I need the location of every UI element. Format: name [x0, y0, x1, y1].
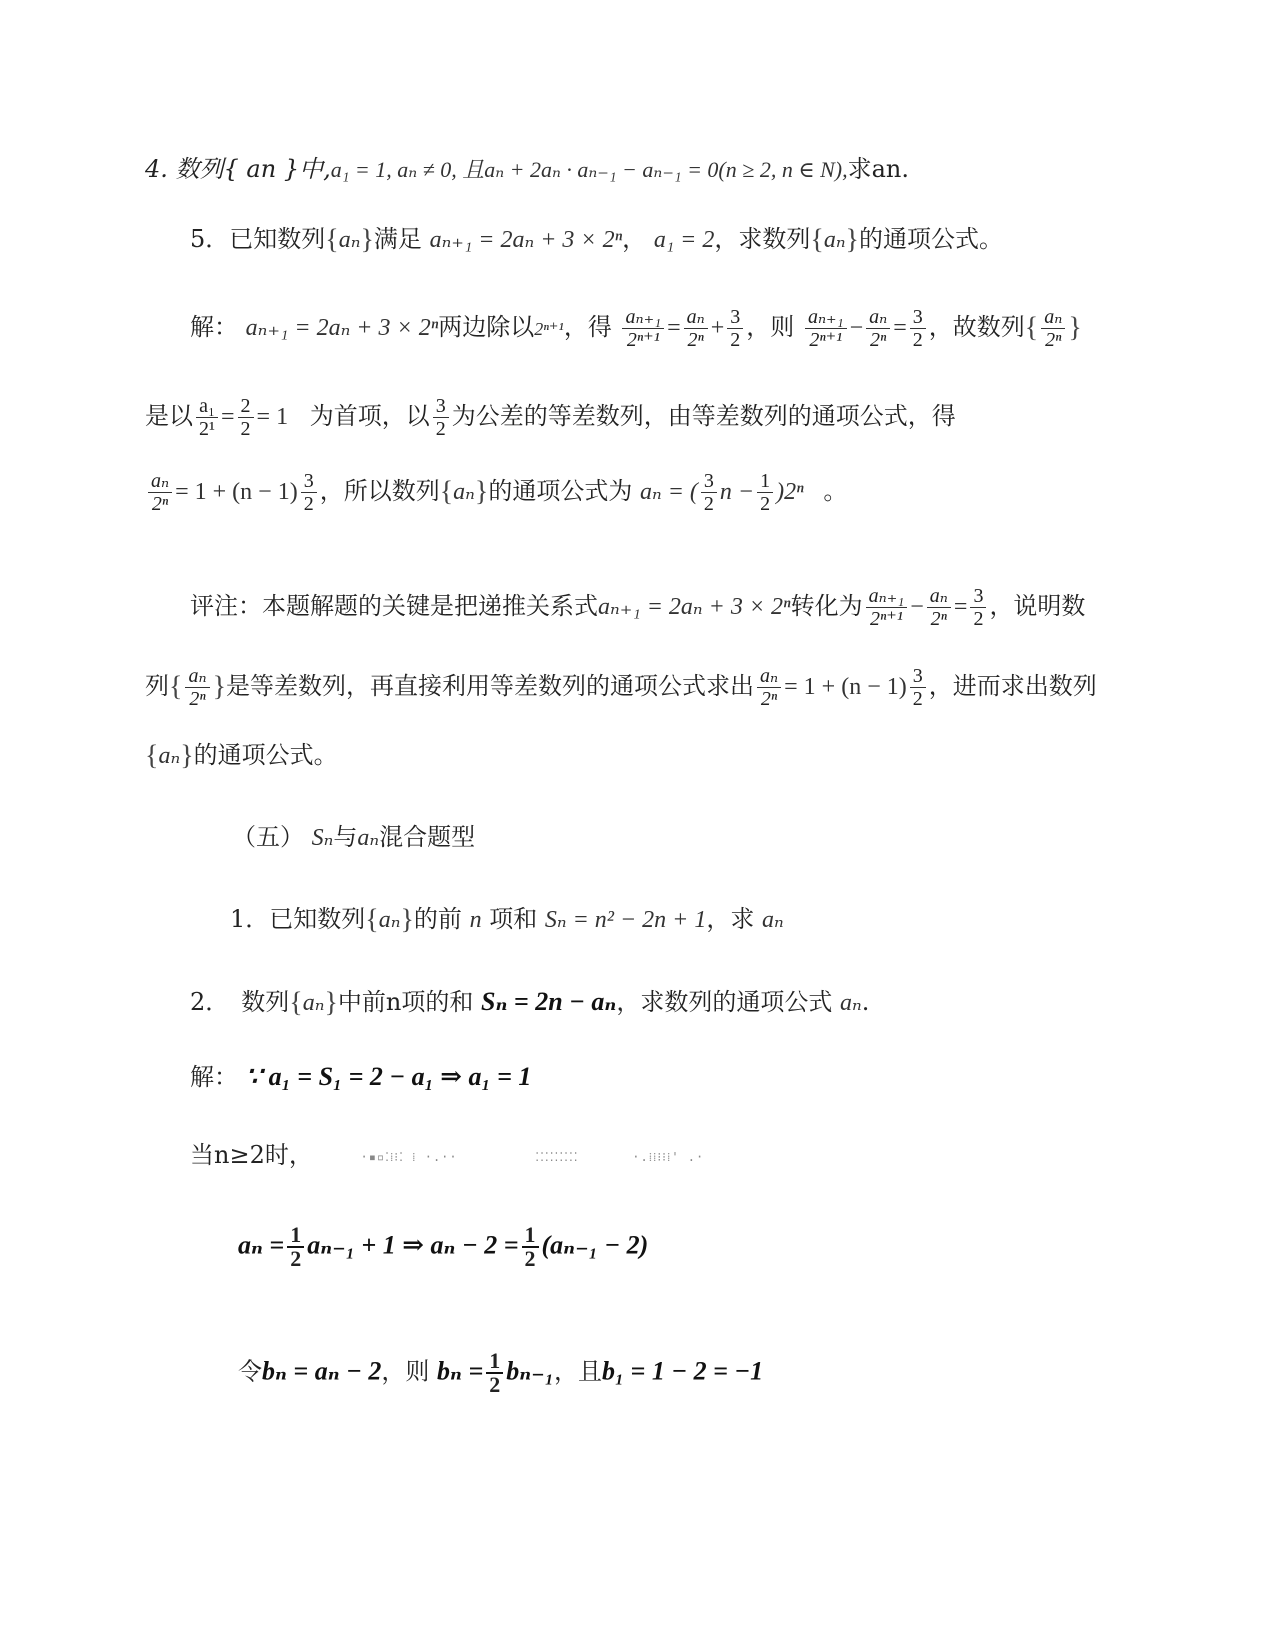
sequence-symbol: aₙ [302, 990, 325, 1016]
problem-4 [145, 152, 909, 187]
sum-formula: Sₙ = n² − 2n + 1 [544, 907, 707, 933]
solution-2-condition [190, 1138, 704, 1174]
sum-formula: Sₙ = 2n − aₙ [481, 987, 617, 1016]
problem-4-condition: a₁ = 1, aₙ ≠ 0, 且aₙ + 2aₙ · aₙ₋₁ − aₙ₋₁ = 0(n ≥ 2, n ∈ N), [330, 157, 848, 182]
fraction: $\frac{\text{aₙ}}{\text{2ⁿ}}$ [185, 665, 209, 710]
brace-open: { [169, 671, 183, 703]
review-line-1 [190, 585, 1085, 630]
formula-part: aₙ = [238, 1230, 285, 1260]
solution-label: 解： [190, 1063, 238, 1091]
solution-text: 令 [238, 1357, 262, 1386]
recurrence-formula: aₙ₊₁ = 2aₙ + 3 × 2ⁿ [429, 227, 623, 253]
fraction: $\frac{\text{aₙ}}{\text{2ⁿ}}$ [1041, 306, 1065, 351]
brace-close: } [212, 671, 227, 703]
brace-open: { [365, 904, 379, 936]
fraction: $\frac{1}{2}$ [287, 1224, 304, 1270]
brace-close: } [180, 740, 194, 772]
fraction: $\frac{3}{2}$ [701, 470, 717, 515]
solution-5-line-3 [145, 470, 847, 515]
fraction: $\frac{3}{2}$ [970, 585, 986, 630]
solution-text: ，则 [381, 1357, 430, 1386]
question-text: 的前 [413, 905, 462, 933]
brace-open: { [289, 987, 303, 1019]
question-text: 项和 [489, 905, 538, 933]
plus-sign: + [710, 315, 725, 341]
formula-part: aₙ = ( [639, 479, 698, 505]
fraction: $\frac{3}{2}$ [433, 395, 449, 440]
equals-sign: = [893, 315, 907, 341]
formula-part: = 1 + (n − 1) [175, 479, 298, 505]
sequence-symbol: aₙ [158, 743, 181, 769]
brace-close: } [1068, 312, 1082, 344]
recurrence-formula: aₙ₊₁ = 2aₙ + 3 × 2ⁿ [598, 594, 791, 620]
question-text: 中前n项的和 [337, 988, 474, 1016]
substitution-formula: bₙ = aₙ − 2 [262, 1356, 382, 1386]
condition-text: 当n≥2时， [190, 1141, 313, 1169]
solution-text: ，得 [563, 313, 612, 341]
solution-text: ，则 [746, 313, 795, 341]
review-text: 评注：本题解题的关键是把递推关系式 [190, 592, 598, 620]
problem-5-text: ，求数列 [714, 225, 811, 253]
question-text: ，求数列的通项公式 [616, 988, 833, 1016]
solution-text: 为公差的等差数列，由等差数列的通项公式，得 [451, 402, 956, 430]
equals-sign: = [667, 315, 681, 341]
target-symbol: aₙ [762, 907, 784, 933]
equals-sign: = [953, 594, 968, 620]
formula-part: aₙ₋₁ + 1 ⇒ aₙ − 2 = [307, 1230, 519, 1260]
solution-5-line-2 [145, 395, 956, 440]
brace-close: } [845, 224, 859, 256]
solution-text: 为首项，以 [309, 402, 430, 430]
solution-2-substitution [238, 1350, 763, 1396]
fraction: $\frac{1}{2}$ [757, 470, 773, 515]
problem-5-text: ， [622, 225, 647, 253]
question-text: 1．已知数列 [230, 905, 366, 933]
fraction: $\frac{\text{aₙ₊₁}}{\text{2ⁿ⁺¹}}$ [866, 585, 908, 630]
review-text: ，进而求出数列 [928, 672, 1097, 700]
initial-term-derivation: ∵ a₁ = S₁ = 2 − a₁ ⇒ a₁ = 1 [245, 1062, 532, 1091]
solution-text: ，故数列 [928, 313, 1025, 341]
solution-2-recurrence [238, 1224, 648, 1270]
solution-label: 解： [190, 313, 238, 341]
fraction: $\frac{\text{aₙ₊₁}}{\text{2ⁿ⁺¹}}$ [622, 306, 664, 351]
section-heading [232, 820, 475, 855]
section-number: （五） [232, 823, 304, 851]
target-symbol: aₙ [839, 990, 862, 1016]
fraction: $\frac{1}{2}$ [522, 1224, 539, 1270]
fraction: $\frac{\text{aₙ}}{\text{2ⁿ}}$ [148, 470, 172, 515]
faint-artifact: ⁚⁚⁚⁚⁚⁚⁚⁚⁚ [535, 1149, 579, 1164]
review-text: 转化为 [790, 592, 863, 620]
section-text: 混合题型 [379, 823, 476, 851]
fraction: $\frac{\text{aₙ}}{\text{2ⁿ}}$ [866, 306, 890, 351]
solution-5-line-1 [190, 306, 1082, 351]
fraction: $\frac{1}{2}$ [486, 1350, 503, 1396]
initial-value: a₁ = 2 [653, 227, 715, 253]
formula-part: bₙ₋₁ [506, 1356, 554, 1386]
formula-part: (aₙ₋₁ − 2) [541, 1230, 649, 1260]
sequence-symbol: aₙ [453, 479, 475, 505]
formula-part: n − [719, 479, 755, 505]
minus-sign: − [849, 315, 864, 341]
minus-sign: − [910, 594, 924, 620]
recurrence-formula: aₙ₊₁ = 2aₙ + 3 × 2ⁿ [245, 315, 439, 341]
fraction: $\frac{3}{2}$ [727, 306, 743, 351]
fraction: $\frac{\text{aₙ}}{\text{2ⁿ}}$ [927, 585, 951, 630]
sequence-symbol: aₙ [338, 227, 361, 253]
review-text: 是等差数列，再直接利用等差数列的通项公式求出 [226, 672, 755, 700]
review-text: 列 [145, 672, 169, 700]
problem-4-lead: 4. 数列{ an }中, [145, 155, 331, 183]
solution-text: 。 [823, 477, 848, 505]
n-symbol: n [469, 907, 482, 933]
solution-text: ，且 [553, 1357, 602, 1386]
solution-text: ，所以数列 [319, 477, 440, 505]
formula-part: = 1 + (n − 1) [784, 674, 907, 700]
faint-artifact: ·▪▫⁚⁞⁝⁚ ⁞ ·.·· [360, 1149, 458, 1164]
sequence-symbol: aₙ [378, 907, 401, 933]
sum-symbol: Sₙ [311, 825, 334, 851]
solution-text: 两边除以 [438, 313, 535, 341]
fraction: $\frac{\text{aₙ₊₁}}{\text{2ⁿ⁺¹}}$ [805, 306, 847, 351]
review-text: 的通项公式。 [193, 741, 338, 769]
initial-b-value: b₁ = 1 − 2 = −1 [601, 1356, 764, 1386]
formula-part: bₙ = [437, 1356, 484, 1386]
fraction: $\frac{3}{2}$ [910, 306, 926, 351]
question-1 [230, 902, 784, 938]
fraction: $\frac{\text{a₁}}{\text{2¹}}$ [196, 395, 218, 440]
problem-5-text: 的通项公式。 [859, 225, 1003, 253]
faint-artifact: ·.⁞⁞⁝⁝⁞' .· [632, 1149, 705, 1164]
term-symbol: aₙ [357, 825, 380, 851]
power-term: 2ⁿ⁺¹ [534, 319, 564, 339]
brace-open: { [145, 740, 159, 772]
review-line-3 [145, 738, 338, 774]
fraction: $\frac{\text{aₙ}}{\text{2ⁿ}}$ [757, 665, 781, 710]
brace-open: { [810, 224, 824, 256]
question-text: ，求 [706, 905, 755, 933]
fraction: $\frac{3}{2}$ [910, 665, 926, 710]
brace-close: } [360, 224, 374, 256]
sequence-symbol: aₙ [823, 227, 846, 253]
problem-5 [190, 222, 1003, 258]
brace-open: { [439, 476, 454, 508]
problem-5-text: 满足 [373, 225, 422, 253]
result-value: = 1 [256, 404, 289, 430]
section-text: 与 [333, 823, 358, 851]
formula-part: )2ⁿ [776, 479, 804, 505]
fraction: $\frac{3}{2}$ [301, 470, 317, 515]
solution-2-line-1 [190, 1060, 531, 1094]
brace-close: } [400, 904, 414, 936]
question-text: . [861, 988, 870, 1016]
question-2 [190, 985, 869, 1021]
brace-open: { [1024, 312, 1039, 344]
fraction: $\frac{2}{2}$ [238, 395, 254, 440]
equals-sign: = [221, 404, 235, 430]
problem-4-tail: 求an. [847, 155, 910, 183]
fraction: $\frac{\text{aₙ}}{\text{2ⁿ}}$ [684, 306, 708, 351]
brace-close: } [324, 987, 338, 1019]
solution-text: 是以 [145, 402, 193, 430]
brace-close: } [474, 476, 489, 508]
review-line-2 [145, 665, 1097, 710]
solution-text: 的通项公式为 [488, 477, 633, 505]
problem-5-text: 5．已知数列 [190, 225, 326, 253]
review-text: ，说明数 [989, 592, 1086, 620]
brace-open: { [325, 224, 339, 256]
question-text: 2． 数列 [190, 988, 290, 1016]
